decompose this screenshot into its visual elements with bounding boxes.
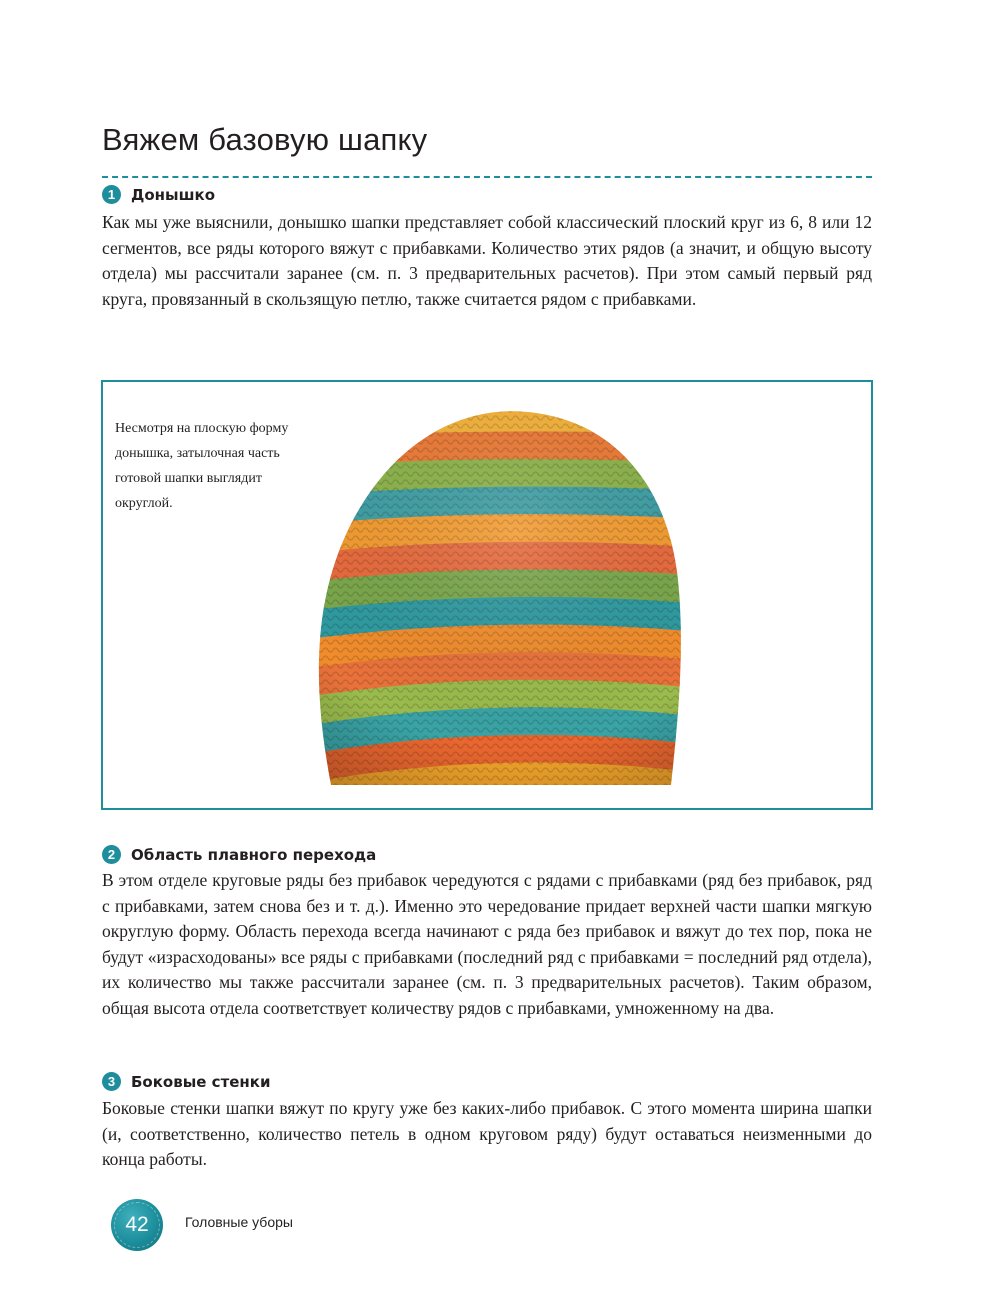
section-1-text: Как мы уже выяснили, донышко шапки представляет собой классический плоский круг из 6, 8 или 12 сегментов, все ряды которого вяжут с прибавками. Количество этих рядов (а значит, и общую высоту отдела) мы рассчитали заранее (см. п. 3 предварительных расчетов). При этом самый первый ряд круга, провязанный в скользящую петлю, также считается рядом с прибавками. [102, 212, 872, 309]
section-number-badge: 3 [102, 1072, 121, 1091]
crochet-hat-photo [273, 390, 713, 800]
section-number-badge: 2 [102, 845, 121, 864]
figure-box [101, 380, 873, 810]
section-heading-text: Донышко [131, 185, 216, 204]
page-number-badge: 42 [111, 1199, 163, 1251]
section-2-heading [102, 845, 376, 864]
section-1-heading [102, 185, 215, 204]
section-number-badge: 1 [102, 185, 121, 204]
title-divider [102, 176, 872, 178]
section-heading-text: Область плавного перехода [131, 845, 377, 864]
section-2-text: В этом отделе круговые ряды без прибавок чередуются с рядами с прибавками (ряд без прибавок, ряд с прибавками, затем снова без и т. д.). Именно это чередование придает верхней части шапки мягкую округлую форму. Область перехода всегда начинают с ряда без прибавок и вяжут до тех пор, пока не будут «израсходованы» все ряды с прибавками (последний ряд с прибавками = последний ряд отдела), их количество мы также рассчитали заранее (см. п. 3 предварительных расчетов). Таким образом, общая высота отдела соответствует количеству рядов с прибавками, умноженному на два. [102, 870, 872, 1018]
figure-caption: Несмотря на плоскую форму донышка, затылочная часть готовой шапки выглядит округлой. [115, 421, 289, 511]
section-3-text: Боковые стенки шапки вяжут по кругу уже без каких-либо прибавок. С этого момента ширина шапки (и, соответственно, количество петель в одном круговом ряду) будут оставаться неизменными до конца работы. [102, 1098, 872, 1170]
section-heading-text: Боковые стенки [131, 1072, 271, 1091]
footer-section-label: Головные уборы [185, 1214, 293, 1230]
section-3-heading [102, 1072, 271, 1091]
page-title: Вяжем базовую шапку [102, 122, 428, 157]
